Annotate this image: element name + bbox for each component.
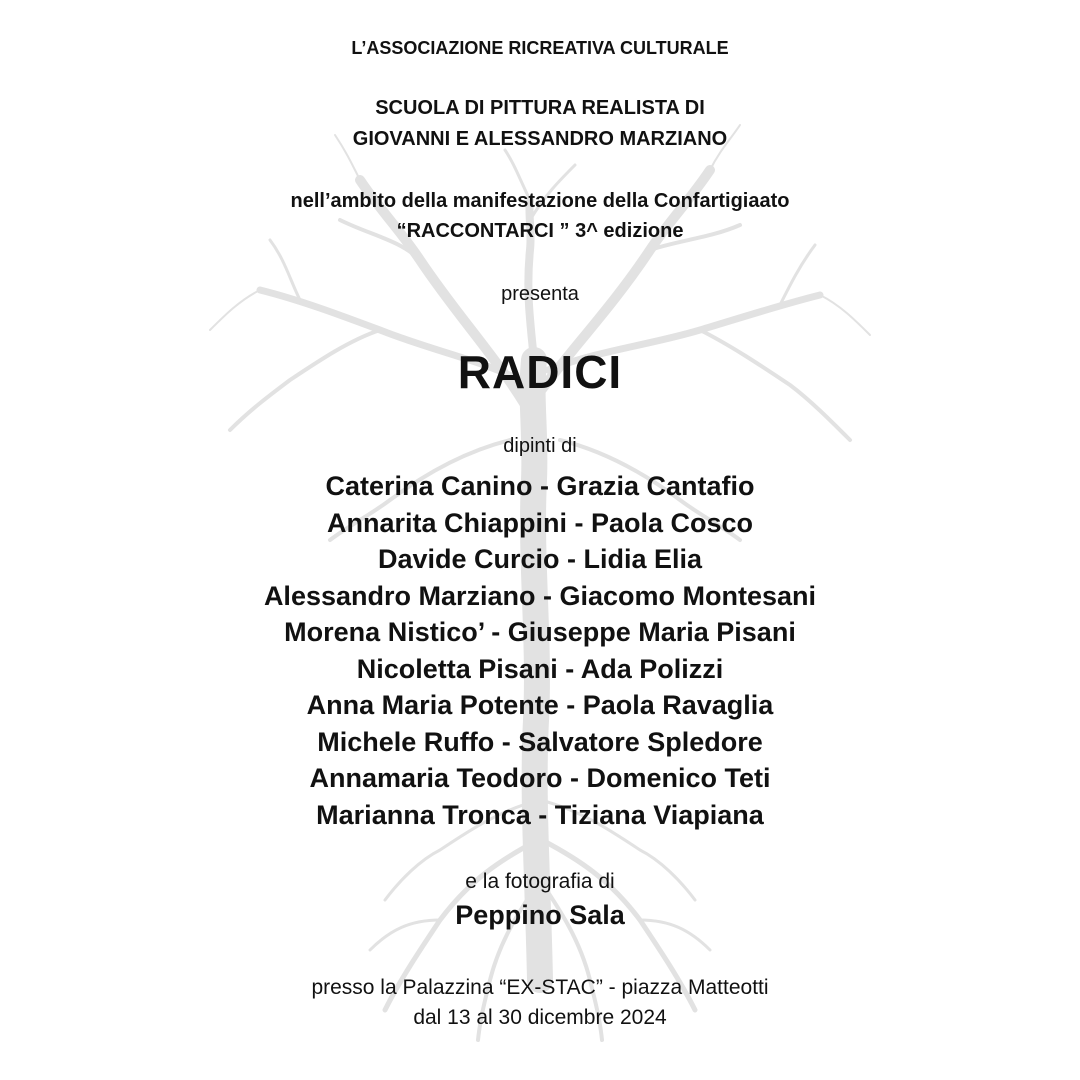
artist-pair: Caterina Canino - Grazia Cantafio bbox=[325, 471, 755, 501]
photographer-name: Peppino Sala bbox=[455, 900, 625, 930]
artist-pair: Davide Curcio - Lidia Elia bbox=[377, 544, 703, 574]
artist-list bbox=[0, 468, 1080, 833]
association-name: L’ASSOCIAZIONE RICREATIVA CULTURALE bbox=[351, 38, 729, 58]
dates-text: dal 13 al 30 dicembre 2024 bbox=[413, 1006, 667, 1029]
artist-pair: Morena Nistico’ - Giuseppe Maria Pisani bbox=[284, 617, 796, 647]
context-line1: nell’ambito della manifestazione della Confartigiaato bbox=[290, 190, 790, 212]
artist-pair: Annarita Chiappini - Paola Cosco bbox=[326, 507, 754, 538]
artist-pair: Anna Maria Potente - Paola Ravaglia bbox=[306, 690, 774, 720]
artist-pair: Nicoletta Pisani - Ada Polizzi bbox=[356, 653, 724, 684]
exhibition-title: RADICI bbox=[457, 346, 623, 398]
context-line2: “RACCONTARCI ” 3^ edizione bbox=[396, 220, 684, 242]
photography-label: e la fotografia di bbox=[465, 870, 615, 893]
artist-pair: Annamaria Teodoro - Domenico Teti bbox=[309, 763, 771, 793]
artist-pair: Michele Ruffo - Salvatore Spledore bbox=[317, 726, 763, 757]
artist-pair: Alessandro Marziano - Giacomo Montesani bbox=[263, 580, 817, 611]
school-name-line1: SCUOLA DI PITTURA REALISTA DI bbox=[375, 97, 705, 119]
venue-text: presso la Palazzina “EX-STAC” - piazza Matteotti bbox=[311, 976, 769, 999]
artist-pair: Marianna Tronca - Tiziana Viapiana bbox=[316, 799, 764, 830]
presents-text: presenta bbox=[501, 283, 579, 305]
paintings-by-label: dipinti di bbox=[503, 435, 577, 457]
school-name-line2: GIOVANNI E ALESSANDRO MARZIANO bbox=[352, 128, 728, 150]
